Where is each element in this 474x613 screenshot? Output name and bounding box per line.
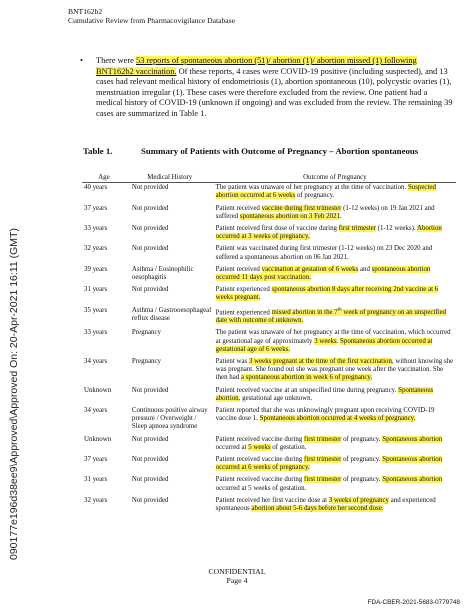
cell-age: 32 years [84, 245, 108, 253]
highlighted-text: Spontaneous abortion occurred at gestational age of 6 weeks. [215, 337, 433, 353]
table-header-row [82, 174, 456, 183]
page-number: Page 4 [226, 576, 248, 585]
cell-outcome [214, 455, 456, 475]
cell-outcome [214, 328, 456, 357]
cell-outcome [214, 204, 456, 224]
cell-medical-history: Not provided [131, 286, 169, 294]
cell-age: 32 years [84, 496, 108, 504]
cell-outcome [214, 285, 456, 305]
cell-medical-history: Not provided [131, 225, 169, 233]
cell-medical-history: Not provided [131, 204, 169, 212]
outcome-text: of pregnancy. [341, 435, 383, 443]
highlighted-text: Spontaneous abortion occurred at 6 weeks of pregnancy. [215, 455, 443, 472]
bullet-paragraph [96, 56, 454, 120]
cell-outcome [214, 406, 456, 435]
outcome-text: Patient received [215, 265, 262, 273]
cell-age: 37 years [84, 455, 108, 463]
table-row [82, 285, 456, 305]
table-row [82, 455, 456, 475]
outcome-text: of gestation. [270, 443, 307, 451]
column-header-outcome: Outcome of Pregnancy [214, 174, 456, 183]
highlighted-text: first trimester [304, 435, 342, 443]
cell-age: 33 years [84, 329, 108, 337]
table-body [82, 183, 456, 517]
bullet-marker: • [80, 56, 83, 65]
outcome-text: occurred at 5 weeks of gestation. [215, 484, 307, 492]
highlighted-text: 3 weeks pregnant at the time of the first vaccination [248, 357, 392, 365]
outcome-text: Patient received her first vaccine dose at [215, 496, 329, 504]
cell-age: 33 years [84, 225, 108, 233]
bullet-highlight: 53 reports of spontaneous abortion (51)/ abortion (1)/ abortion missed (1) following BNT162b2 vaccination. [96, 56, 417, 76]
table-row [82, 435, 456, 455]
highlighted-text: Spontaneous abortion [382, 476, 443, 484]
outcome-text: Patient received vaccine during [215, 455, 305, 463]
highlighted-text: 3 weeks [314, 337, 337, 345]
table-row [82, 224, 456, 244]
table-row [82, 204, 456, 224]
document-header [68, 7, 235, 25]
outcome-text: Patient received [215, 204, 262, 212]
table-row [82, 183, 456, 204]
cell-age: 34 years [84, 406, 108, 414]
outcome-text: occurred at [215, 443, 249, 451]
cell-medical-history: Not provided [131, 386, 169, 394]
cell-outcome [214, 306, 456, 329]
summary-bullet [68, 56, 454, 120]
table-row [82, 357, 456, 386]
cell-age: 37 years [84, 204, 108, 212]
cell-outcome [214, 386, 456, 406]
cell-outcome [214, 435, 456, 455]
pregnancy-outcome-table [82, 174, 456, 516]
highlighted-text: spontaneous abortion occurred 11 days post vaccination. [215, 265, 431, 282]
table-row [82, 406, 456, 435]
outcome-text: Patient reported that she was unknowingly pregnant upon receiving COVID-19 vaccine dose 1. [215, 406, 435, 423]
cell-medical-history: Asthma / Eosinophilic oesophagitis [131, 265, 194, 282]
table-row [82, 328, 456, 357]
cell-medical-history: Not provided [131, 184, 169, 192]
table-row [82, 496, 456, 516]
cell-outcome [214, 475, 456, 495]
confidential-label: CONFIDENTIAL [208, 567, 266, 576]
cell-age: 40 years [84, 184, 108, 192]
outcome-text: . [336, 337, 341, 345]
highlighted-text: vaccination at gestation of 6 weeks [261, 265, 359, 273]
outcome-text: Patient received first dose of vaccine during [215, 225, 339, 233]
cell-medical-history: Pregnancy [131, 357, 161, 365]
outcome-text: . [339, 212, 342, 220]
highlighted-text: Spontaneous abortion [215, 386, 434, 402]
highlighted-text: a spontaneous abortion in week 6 of pregnancy. [240, 374, 373, 382]
outcome-text: of pregnancy. [341, 455, 383, 463]
cell-age: Unknown [84, 386, 112, 394]
highlighted-text: vaccine during first trimester [261, 204, 342, 212]
table-row [82, 475, 456, 495]
highlighted-text: Abortion occurred at 3 weeks of pregnancy. [215, 225, 442, 241]
highlighted-text: Suspected abortion occurred at 6 weeks [215, 184, 436, 200]
cell-outcome [214, 224, 456, 244]
highlighted-text: spontaneous abortion 8 days after receiving 2nd vaccine at 6 weeks pregnant. [215, 286, 439, 302]
outcome-text: The patient was unaware of her pregnancy at the time of vaccination, which occurred at gestational age of approximately [215, 329, 451, 345]
outcome-text: , without knowing she was pregnant. She found out she was pregnant one week after the vaccination. She then had [215, 357, 454, 382]
bullet-rest: Of these reports, 4 cases were COVID-19 positive (including suspected), and 13 cases had relevant medical history of endometriosis (1), abortion spontaneous (10), polycystic ovaries (1), menstruation irregular (1). These cases were therefore excluded from the review. One patient had a medical history of COVID-19 (unknown if ongoing) and was excluded from the review. The remaining 39 cases are summarized in Table 1. [96, 66, 453, 118]
document-subtitle: Cumulative Review from Pharmacovigilance Database [68, 16, 236, 25]
column-header-history: Medical History [126, 174, 214, 183]
table-row [82, 306, 456, 329]
cell-medical-history: Not provided [131, 476, 169, 484]
product-name: BNT162b2 [68, 7, 103, 16]
highlighted-text: Spontaneous abortion occurred at 4 weeks of pregnancy. [259, 415, 416, 423]
table-number: Table 1. [83, 146, 113, 156]
cell-age: Unknown [84, 435, 112, 443]
cell-outcome [214, 244, 456, 264]
cell-age: 31 years [84, 286, 108, 294]
table-row [82, 244, 456, 264]
highlighted-text: first trimester [304, 455, 342, 463]
cell-medical-history: Asthma / Gastrooesophageal reflux disease [131, 306, 212, 322]
outcome-text: and experienced spontaneous [215, 496, 436, 512]
highlighted-text: abortion about 5-6 days before her second dose. [251, 505, 384, 512]
cell-age: 35 years [84, 306, 108, 314]
outcome-text: Patient experienced [215, 286, 272, 294]
highlighted-text: 5 weeks [248, 443, 271, 451]
outcome-text: Patient was vaccinated during first trimester (1-12 weeks) on 23 Dec 2020 and suffered a spontaneous abortion on 06 Jan 2021. [215, 245, 433, 261]
outcome-text: The patient was unaware of her pregnancy at the time of vaccination. [215, 184, 408, 192]
cell-outcome [214, 496, 456, 516]
cell-age: 31 years [84, 476, 108, 484]
highlighted-text: first trimester [338, 225, 377, 233]
highlighted-text: missed abortion in the 7th week of pregnancy on an unspecified date with outcome of unknown. [215, 307, 447, 325]
outcome-text: , gestational age unknown. [238, 394, 313, 402]
cell-age: 39 years [84, 265, 108, 273]
cell-medical-history: Not provided [131, 455, 169, 463]
highlighted-text: spontaneous abortion on 3 Feb 2021 [239, 212, 340, 220]
approval-stamp: 090177e196d38ee9\Approved\Approved On: 20-Apr-2021 16:11 (GMT) [8, 228, 20, 560]
outcome-text: (1-12 weeks) on 19 Jan 2021 and suffered [215, 204, 435, 220]
cell-outcome [214, 357, 456, 386]
highlighted-text: Spontaneous abortion [382, 435, 443, 443]
highlighted-text: first trimester [304, 476, 342, 484]
cell-medical-history: Not provided [131, 496, 169, 504]
cell-medical-history: Pregnancy [131, 329, 161, 337]
outcome-text: Patient received vaccine at an unspecified time during pregnancy. [215, 386, 399, 394]
cell-medical-history: Continuous positive airway pressure / Overweight / Sleep apnoea syndrome [131, 406, 208, 431]
page-footer [0, 567, 474, 585]
outcome-text: Patient received vaccine during [215, 435, 305, 443]
highlighted-text: 3 weeks of pregnancy [328, 496, 390, 504]
bullet-lead: There were [96, 56, 136, 65]
outcome-text: Patient was [215, 357, 249, 365]
outcome-text: Patient received vaccine during [215, 476, 305, 484]
outcome-text: and [358, 265, 372, 273]
outcome-text: of pregnancy. [295, 192, 335, 200]
table-row [82, 386, 456, 406]
table-caption: Summary of Patients with Outcome of Pregnancy – Abortion spontaneous [141, 146, 419, 156]
cell-outcome [214, 265, 456, 285]
cell-medical-history: Not provided [131, 435, 169, 443]
outcome-text: Patient experienced [215, 308, 272, 316]
cell-outcome [214, 183, 456, 204]
outcome-text: (1-12 weeks). [376, 225, 417, 233]
document-id: FDA-CBER-2021-5683-0779748 [367, 599, 460, 606]
outcome-text: of pregnancy. [341, 476, 383, 484]
column-header-age: Age [82, 174, 126, 183]
cell-age: 34 years [84, 357, 108, 365]
table-row [82, 265, 456, 285]
cell-medical-history: Not provided [131, 245, 169, 253]
